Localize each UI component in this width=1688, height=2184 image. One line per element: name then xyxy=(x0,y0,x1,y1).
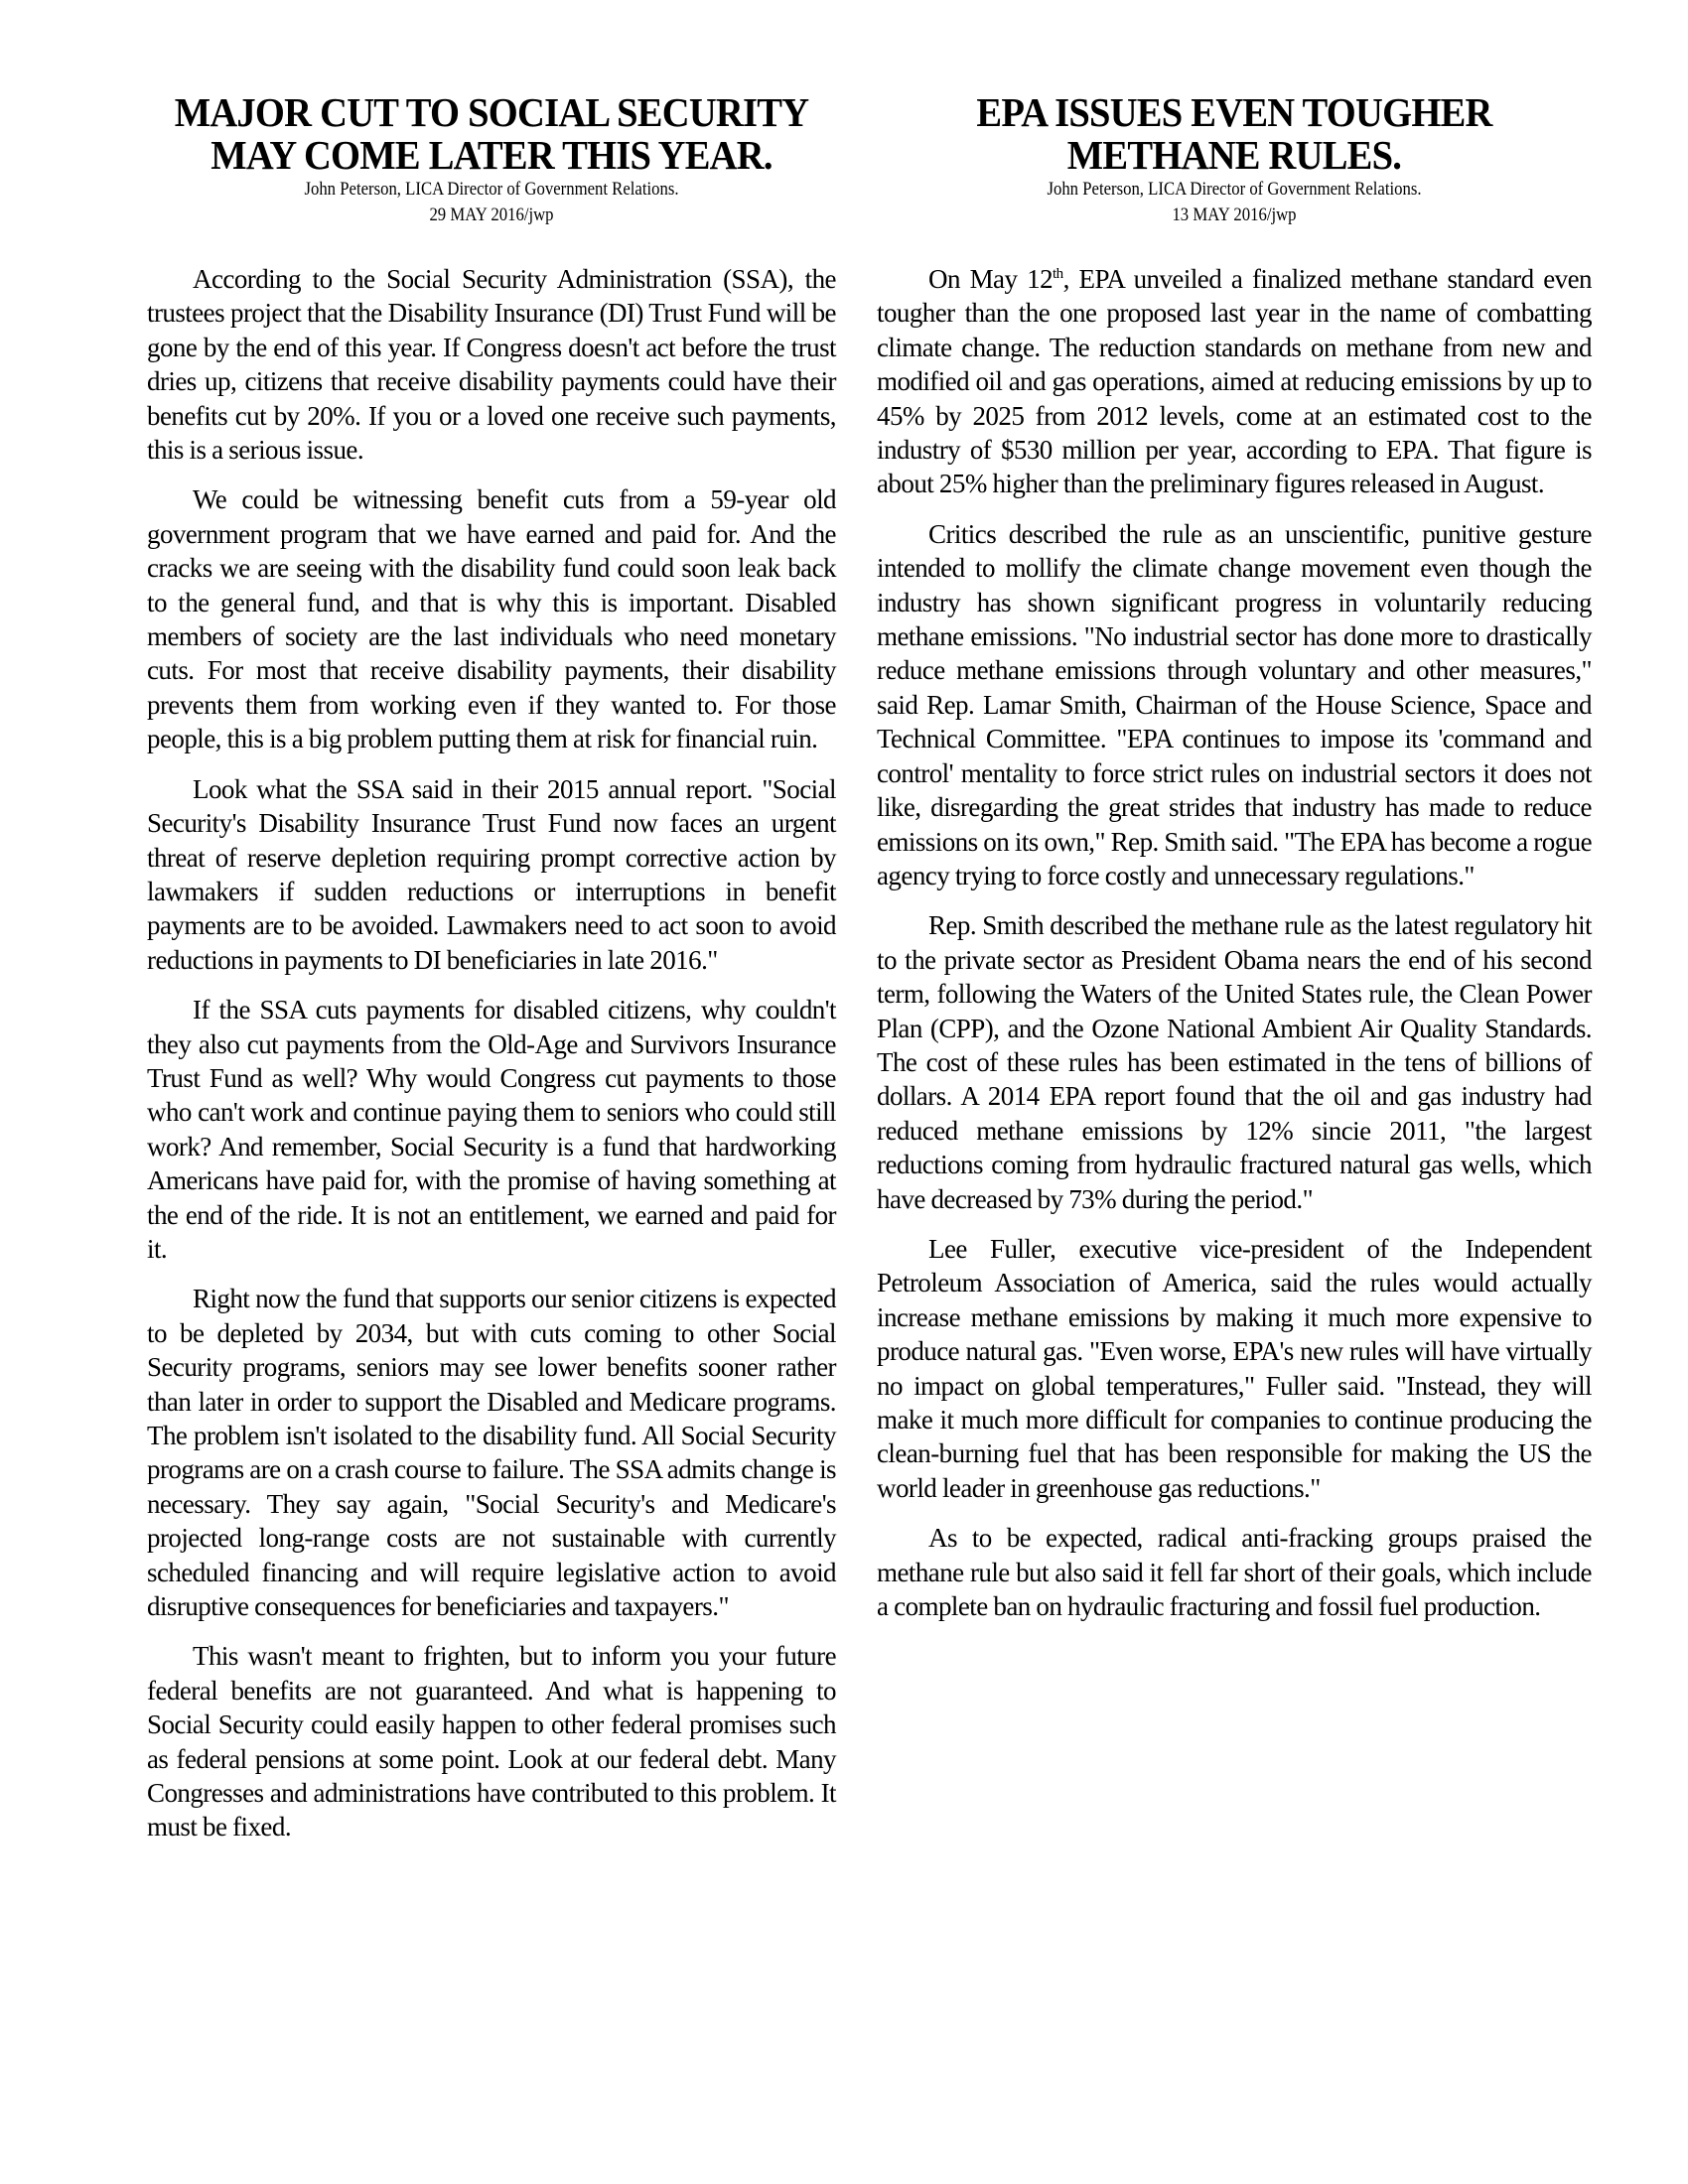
paragraph: According to the Social Security Administration (SSA), the trustees project that the Disability Insurance (DI) Trust Fund will be gone by the end of this year. If Congress doesn't act before the trust dries up, citizens that receive disability payments could have their benefits cut by 20%. If you or a loved one receive such payments, this is a serious issue. xyxy=(147,264,836,466)
paragraph: Rep. Smith described the methane rule as the latest regulatory hit to the private sector as President Obama nears the end of his second term, following the Waters of the United States rule, the Clean Power Plan (CPP), and the Ozone National Ambient Air Quality Standards. The cost of these rules has been estimated in the tens of billions of dollars. A 2014 EPA report found that the oil and gas industry had reduced methane emissions by 12% sincie 2011, "the largest reductions coming from hydraulic fractured natural gas wells, which have decreased by 73% during the period." xyxy=(877,910,1592,1214)
article-body xyxy=(147,262,836,1844)
article-social-security xyxy=(147,91,836,1860)
paragraph: Critics described the rule as an unscientific, punitive gesture intended to mollify the climate change movement even though the industry has shown significant progress in voluntarily reducing methane emissions. "No industrial sector has done more to drastically reduce methane emissions through voluntary and other measures," said Rep. Lamar Smith, Chairman of the House Science, Space and Technical Committee. "EPA continues to impose its 'command and control' mentality to force strict rules on industrial sectors it does not like, disregarding the great strides that industry has made to reduce emissions on its own," Rep. Smith said. "The EPA has become a rogue agency trying to force costly and unnecessary regulations." xyxy=(877,518,1592,890)
article-epa-methane xyxy=(877,91,1592,1639)
article-body xyxy=(877,262,1592,1623)
article-dateline: 29 MAY 2016/jwp xyxy=(429,205,554,225)
paragraph-lead: On May 12 xyxy=(928,264,1054,294)
paragraph: This wasn't meant to frighten, but to inform you your future federal benefits are not guaranteed. And what is happening to Social Security could easily happen to other federal promises such as federal pensions at some point. Look at our federal debt. Many Congresses and administrations have contributed to this problem. It must be fixed. xyxy=(147,1641,836,1843)
article-headline: MAJOR CUT TO SOCIAL SECURITY MAY COME LATER THIS YEAR. xyxy=(174,89,809,178)
paragraph xyxy=(877,262,1592,501)
paragraph-rest: , EPA unveiled a finalized methane standard even tougher than the one proposed last year in the name of combatting climate change. The reduction standards on methane from new and modified oil and gas operations, aimed at reducing emissions by up to 45% by 2025 from 2012 levels, come at an estimated cost to the industry of $530 million per year, according to EPA. That figure is about 25% higher than the preliminary figures released in August. xyxy=(877,264,1592,499)
paragraph: Lee Fuller, executive vice-president of the Independent Petroleum Association of America, said the rules would actually increase methane emissions by making it much more expensive to produce natural gas. "Even worse, EPA's new rules will have virtually no impact on global temperatures," Fuller said. "Instead, they will make it much more difficult for companies to continue producing the clean-burning fuel that has been responsible for making the US the world leader in greenhouse gas reductions." xyxy=(877,1233,1592,1503)
article-byline: John Peterson, LICA Director of Government Relations. xyxy=(304,179,679,200)
paragraph: We could be witnessing benefit cuts from a 59-year old government program that we have earned and paid for. And the cracks we are seeing with the disability fund could soon leak back to the general fund, and that is why this is important. Disabled members of society are the last individuals who need monetary cuts. For most that receive disability payments, their disability prevents them from working even if they wanted to. For those people, this is a big problem putting them at risk for financial ruin. xyxy=(147,484,836,754)
paragraph: As to be expected, radical anti-fracking groups praised the methane rule but also said it fell far short of their goals, which include a complete ban on hydraulic fracturing and fossil fuel production. xyxy=(877,1523,1592,1622)
paragraph: Right now the fund that supports our senior citizens is expected to be depleted by 2034, but with cuts coming to other Social Security programs, seniors may see lower benefits sooner rather than later in order to support the Disabled and Medicare programs. The problem isn't isolated to the disability fund. All Social Security programs are on a crash course to failure. The SSA admits change is necessary. They say again, "Social Security's and Medicare's projected long-range costs are not sustainable with currently scheduled financing and will require legislative action to avoid disruptive consequences for beneficiaries and taxpayers." xyxy=(147,1284,836,1622)
paragraph: If the SSA cuts payments for disabled citizens, why couldn't they also cut payments from the Old-Age and Survivors Insurance Trust Fund as well? Why would Congress cut payments to those who can't work and continue paying them to seniors who could still work? And remember, Social Security is a fund that hardworking Americans have paid for, with the promise of having something at the end of the ride. It is not an entitlement, we earned and paid for it. xyxy=(147,995,836,1264)
paragraph: Look what the SSA said in their 2015 annual report. "Social Security's Disability Insurance Trust Fund now faces an urgent threat of reserve depletion requiring prompt corrective action by lawmakers if sudden reductions or interruptions in benefit payments are to be avoided. Lawmakers need to act soon to avoid reductions in payments to DI beneficiaries in late 2016." xyxy=(147,773,836,975)
ordinal-suffix: th xyxy=(1053,266,1063,282)
article-headline: EPA ISSUES EVEN TOUGHER METHANE RULES. xyxy=(976,89,1492,178)
article-dateline: 13 MAY 2016/jwp xyxy=(1172,205,1297,225)
article-byline: John Peterson, LICA Director of Government Relations. xyxy=(1047,179,1422,200)
